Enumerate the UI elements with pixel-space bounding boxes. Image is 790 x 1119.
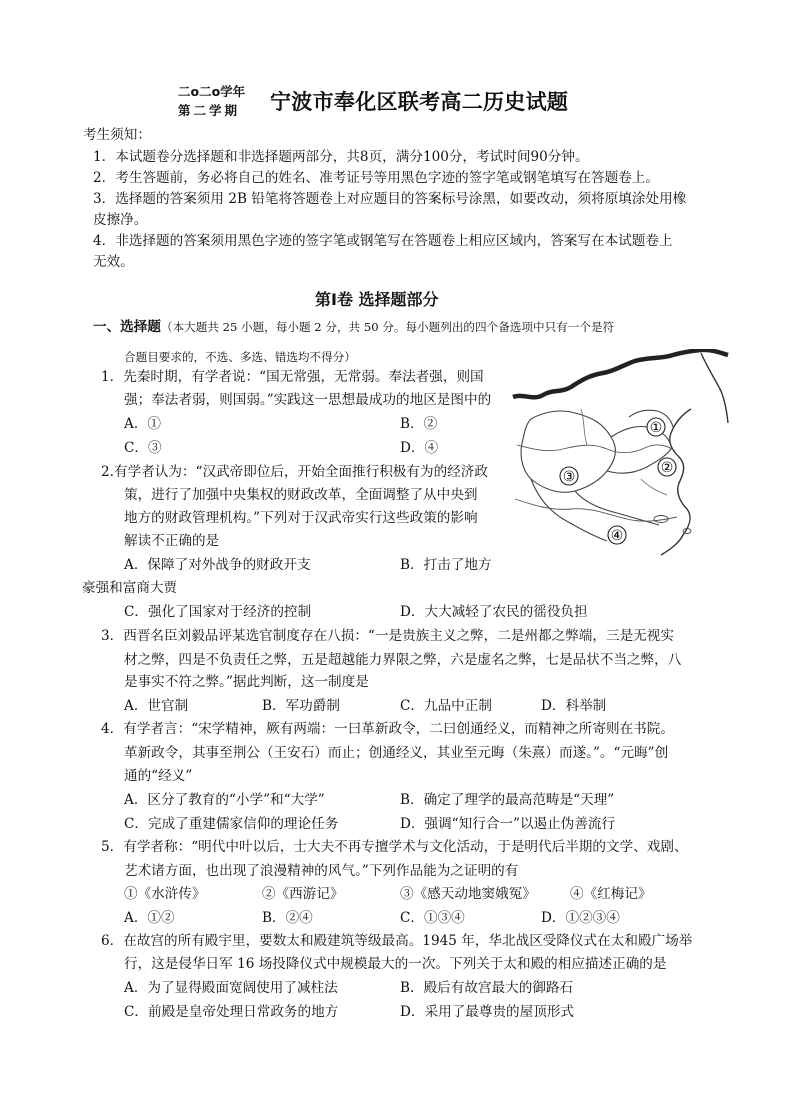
map-label-1: ①: [649, 420, 663, 436]
q4-stem: 4．有学者言：“宋学精神，厥有两端：一曰革新政令，二曰创通经义，而精神之所寄则在书院。: [101, 721, 674, 737]
q5-option-d: D．①②③④: [541, 910, 620, 926]
q2-stem: 地方的财政管理机构。”下列对于汉武帝实行这些政策的影响: [124, 510, 478, 526]
q6-option-a: A．为了显得殿面宽阔使用了减柱法: [124, 980, 338, 996]
section-instructions: [93, 321, 614, 335]
q3-option-c: C．九品中正制: [400, 698, 492, 714]
q5-option-a: A．①②: [124, 910, 175, 926]
q4-stem: 革新政令，其事至荆公（王安石）而止；创通经义，其业至元晦（朱熹）而遂。”。“元晦”创: [124, 745, 669, 761]
q6-option-b: B．殿后有故宫最大的御路石: [400, 980, 574, 996]
exam-title: 宁波市奉化区联考高二历史试题: [270, 90, 569, 114]
q1-option-c: C．③: [124, 440, 162, 456]
q5-stem: 5．有学者称：“明代中叶以后，士大夫不再专擅学术与文化活动，于是明代后半期的文学、戏剧、: [101, 839, 688, 855]
notice-item: 4．非选择题的答案须用黑色字迹的签字笔或钢笔写在答题卷上相应区域内，答案写在本试题卷上: [93, 233, 673, 249]
northern-wall-line: [513, 350, 728, 397]
map-label-3: ③: [562, 469, 576, 485]
q2-option-a: A．保障了对外战争的财政开支: [124, 557, 311, 573]
yellow-river: [517, 445, 675, 453]
q2-stem: 策，进行了加强中央集权的财政改革，全面调整了从中央到: [124, 487, 478, 503]
q2-stem: 解读不正确的是: [124, 533, 220, 549]
q3-stem: 是事实不符之弊。”据此判断，这一制度是: [124, 674, 369, 690]
map-label-4: ④: [610, 528, 624, 544]
q4-option-d: D．强调“知行合一”以遏止伪善流行: [400, 816, 616, 832]
q6-option-c: C．前殿是皇帝处理日常政务的地方: [124, 1004, 339, 1020]
q6-stem: 6．在故宫的所有殿宇里，要数太和殿建筑等级最高。1945 年，华北战区受降仪式在太和殿广场举: [101, 933, 693, 949]
q5-stem: 艺术诸方面，也出现了浪漫精神的风气。”下列作品能为之证明的有: [124, 863, 519, 879]
q4-option-a: A．区分了教育的“小学”和“大学”: [124, 792, 325, 808]
q1-stem: 强；奉法者弱，则国弱。”实践这一思想最成功的地区是图中的: [124, 392, 492, 408]
ancient-china-map: [511, 349, 729, 559]
notice-item: 2．考生答题前，务必将自己的姓名、准考证号等用黑色字迹的签字笔或钢笔填写在答题卷上。: [93, 170, 659, 186]
q2-option-c: C．强化了国家对于经济的控制: [124, 604, 312, 620]
q4-stem: 通的“经义”: [124, 768, 193, 784]
q2-option-d: D．大大减轻了农民的徭役负担: [400, 604, 588, 620]
q1-stem: 1．先秦时期，有学者说：“国无常强，无常弱。奉法者强，则国: [101, 369, 484, 385]
notice-item: 皮擦净。: [93, 212, 148, 228]
q2-stem: 2.有学者认为：“汉武帝即位后，开始全面推行积极有为的经济政: [101, 464, 488, 480]
notice-item: 3．选择题的答案须用 2B 铅笔将答题卷上对应题目的答案标号涂黑，如要改动，须将原填涂处用橡: [93, 191, 687, 207]
q3-option-d: D．科举制: [541, 698, 607, 714]
section-instr-line: 合题目要求的，不选、多选、错选均不得分）: [124, 350, 356, 364]
q5-option-c: C．①③④: [400, 910, 465, 926]
school-year-label: 二o二o学年: [178, 84, 246, 99]
q1-option-a: A．①: [124, 416, 162, 432]
notice-heading: 考生须知：: [83, 127, 151, 143]
q3-option-b: B．军功爵制: [262, 698, 340, 714]
part-title: 第Ⅰ卷 选择题部分: [315, 290, 439, 309]
q4-option-c: C．完成了重建儒家信仰的理论任务: [124, 816, 339, 832]
q5-option-b: B．②④: [262, 910, 313, 926]
q5-item: ③《感天动地窦娥冤》: [400, 886, 536, 902]
q5-item: ②《西游记》: [262, 886, 344, 902]
semester-label: 第二学期: [178, 103, 241, 118]
q3-option-a: A．世官制: [124, 698, 189, 714]
q1-option-b: B．②: [400, 416, 438, 432]
q2-option-b-continued: 豪强和富商大贾: [82, 580, 178, 596]
map-label-2: ②: [660, 460, 674, 476]
notice-item: 无效。: [93, 254, 134, 270]
notice-item: 1．本试题卷分选择题和非选择题两部分，共8页，满分100分，考试时间90分钟。: [93, 149, 589, 165]
yangtze-river: [515, 499, 677, 521]
q4-option-b: B．确定了理学的最高范畴是“天理”: [400, 792, 615, 808]
q3-stem: 3．西晋名臣刘毅品评某选官制度存在八损：“一是贵族主义之弊，二是州都之弊端，三是无视实: [101, 628, 674, 644]
q1-option-d: D．④: [400, 440, 439, 456]
q6-stem: 行，这是侵华日军 16 场投降仪式中规模最大的一次。下列关于太和殿的相应描述正确的是: [124, 956, 667, 972]
q6-option-d: D．采用了最尊贵的屋顶形式: [400, 1004, 575, 1020]
q3-stem: 材之弊，四是不负责任之弊，五是超越能力界限之弊，六是虚名之弊，七是品状不当之弊，八: [124, 652, 682, 668]
section-instr-line: （本大题共 25 小题，每小题 2 分，共 50 分。每小题列出的四个备选项中只有一个是符: [160, 320, 615, 334]
q5-item: ④《红梅记》: [570, 886, 652, 902]
q5-item: ①《水浒传》: [124, 886, 206, 902]
section-label: 一、选择题: [93, 319, 161, 335]
q2-option-b: B．打击了地方: [400, 557, 492, 573]
